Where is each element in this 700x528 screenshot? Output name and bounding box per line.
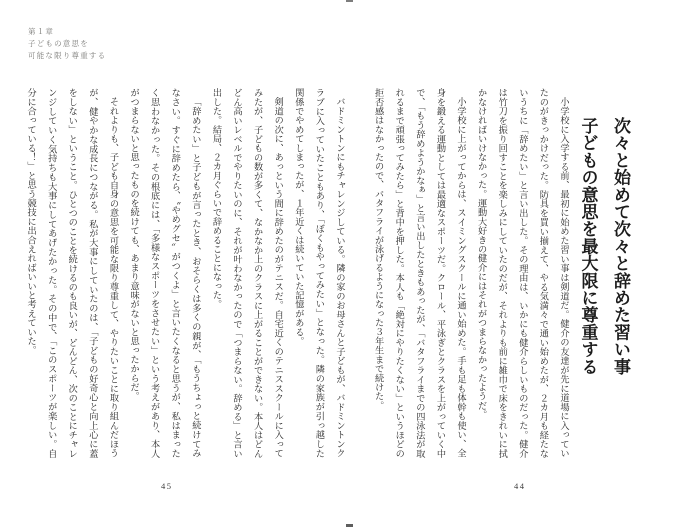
section-title-line2: 子どもの意思を最大限に尊重する	[578, 117, 598, 375]
chapter-number: 第１章	[28, 27, 55, 36]
page-number-45: 45	[161, 481, 173, 491]
page-44-body	[362, 88, 574, 458]
paragraph: 「辞めたい」と子どもが言ったとき、おそらくは多くの親が、「もうちょっと続けてみなさい。すぐに辞めたら、〝やめグセ〟がつくよ」と言いたくなると思うが、私はまったく思わなかった。その根底には、「多様なスポーツをさせたい」という考えがあり、本人がつまらないと思ったものを続けても、あまり意味がないと思ったからだ。	[129, 88, 201, 458]
paragraph: バドミントンにもチャレンジしている。隣の家のお母さんと子どもが、バドミントンクラブに入っていたこともあり、「ぼくもやってみたい」となった。隣の家族が引っ越した関係でやめてしまったが、１年近くは続いていた記憶がある。	[293, 88, 345, 458]
fold-mark-bottom-icon	[346, 524, 353, 527]
fold-mark-top-icon	[346, 0, 353, 2]
chapter-title-line2: 可能な限り尊重する	[28, 51, 107, 61]
paragraph: それよりも、子ども自身の意思を可能な限り尊重して、やりたいことに取り組んだほうが、健やかな成長につながる。私が大事にしていたのは、「子どもの好奇心と向上心に蓋をしない」ということ。ひとつのことを続けるのも良いが、どんどん、次のことにチャレンジしていく気持ちも大事にしてあげたかった。その中で、「このスポーツが楽しい。自分に合っている！」と思う競技に出合えればいいと考えていた。	[26, 88, 119, 458]
chapter-title-line1: 子どもの意思を	[28, 39, 89, 49]
paragraph: 小学校に入学する前、最初に始めた習い事は剣道だ。健介の友達が先に道場に入っていたのがきっかけだった。防具を買い揃えて、やる気満々で通い始めたが、２カ月も経たないうちに「辞めたい」と言い出した。その理由は、いかにも健介らしいものだった。健介は竹刀を振り回すことを楽しみにしていたのだが、それよりも前に雑巾で床をきれいに拭かなければいけなかった。運動大好きの健介にはそれがつまらなかったようだ。	[476, 88, 569, 458]
page-number-44: 44	[514, 481, 526, 491]
running-head	[28, 26, 106, 63]
paragraph: 小学校に上がってからは、スイミングスクールに通い始めた。手も足も体幹も使い、全身を鍛える運動としては最適なスポーツだ。クロール、平泳ぎとクラスを上がっていく中で、「もう辞めようかなぁ」と言い出したときもあったが、「バタフライまでの四泳法が取れるまで頑張ってみたら」と背中を押した。本人も「絶対にやりたくない」というほどの拒否感はなかったので、バタフライが泳げるようになった３年生まで続けた。	[373, 88, 467, 458]
paragraph: 剣道の次に、あっという間に辞めたのがテニスだ。自宅近くのテニススクールに入ってみたが、子どもの数が多くて、なかなか上のクラスに上がることができない。本人はどんどん高いレベルでやりたいのに、それが叶わなかったので「つまらない。辞める」と言い出した。結局、２カ月ぐらいで辞めることになった。	[211, 88, 284, 458]
section-title-line1: 次々と始めて次々と辞めた習い事	[611, 117, 630, 375]
section-title	[571, 117, 636, 375]
page-45-body	[14, 88, 350, 458]
